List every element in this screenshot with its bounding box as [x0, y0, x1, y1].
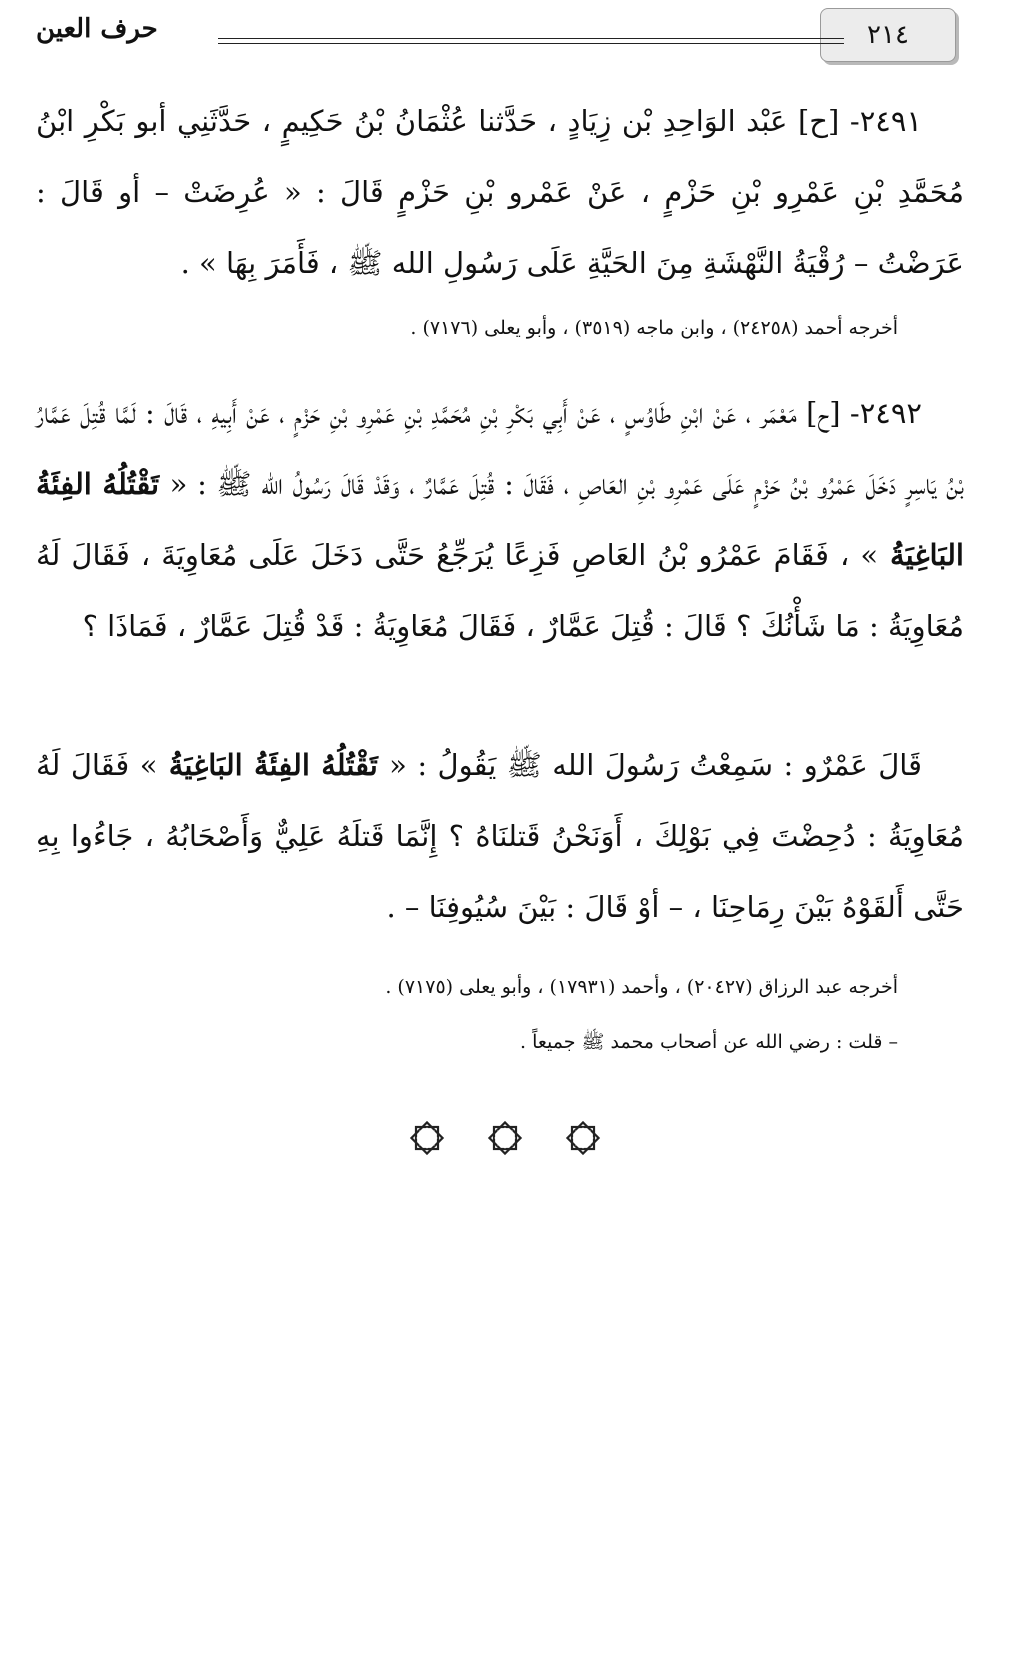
hadith-2491-takhrij: أخرجه أحمد (٢٤٢٥٨) ، وابن ماجه (٣٥١٩) ، وأبو يعلى (٧١٧٦) . [410, 317, 898, 339]
paragraph-2-text-start: قَالَ عَمْرٌو : سَمِعْتُ رَسُولَ الله ﷺ يَقُولُ : « [389, 748, 922, 782]
octagram-ornament-icon [485, 1118, 525, 1166]
header-divider [218, 38, 844, 44]
chapter-title: حرف العين [36, 14, 158, 44]
octagram-ornament-icon [563, 1118, 603, 1166]
paragraph-2-quote: تَقْتُلُهُ الفِئَةُ البَاغِيَةُ [157, 748, 390, 782]
author-comment: – قلت : رضي الله عن أصحاب محمد ﷺ جميعاً . [520, 1031, 898, 1053]
octagram-ornament-icon [407, 1118, 447, 1166]
hadith-2492-paragraph-2 [36, 730, 964, 943]
hadith-2491 [36, 86, 964, 299]
hadith-2491-text: ٢٤٩١- [ح] عَبْد الوَاحِدِ بْن زِيَادٍ ، حَدَّثنا عُثْمَانُ بْنُ حَكِيمٍ ، حَدَّثَنِي أبو بَكْرِ ابْنُ مُحَمَّدِ بْنِ عَمْرِو بْنِ حَزْمٍ ، عَنْ عَمْرو بْنِ حَزْمٍ قَالَ : « عُرِضَتْ – أو قَالَ : عَرَضْتُ – رُقْيَةُ النَّهْشَةِ مِنَ الحَيَّةِ عَلَى رَسُولِ الله ﷺ ، فَأَمَرَ بِهَا » . [36, 104, 964, 280]
hadith-2492-text-start: ٢٤٩٢- [ح] مَعْمَر ، عَنْ ابْنِ طَاوُسٍ ، عَنْ أَبِي بَكْرِ بْنِ مُحَمَّدِ بْنِ عَمْرِو بْنِ حَزْمٍ ، عَنْ أَبِيهِ ، قَالَ : لَمَّا قُتِلَ عَمَّارُ بْنُ يَاسِرٍ دَخَلَ عَمْرُو بْنُ حَزْمٍ عَلَى عَمْرِو بْنِ العَاصِ ، فَقَالَ : قُتِلَ عَمَّارٌ ، وَقَدْ قَالَ رَسُولُ الله ﷺ : « [36, 396, 964, 501]
hadith-2492-quote: تَقْتُلُهُ الفِئَةُ البَاغِيَةُ [36, 467, 964, 572]
hadith-2492-text-end: » ، فَقَامَ عَمْرُو بْنُ العَاصِ فَزِعًا يُرَجِّعُ حَتَّى دَخَلَ عَلَى مُعَاوِيَةَ ، فَقَالَ لَهُ مُعَاوِيَةُ : مَا شَأْنُكَ ؟ قَالَ : قُتِلَ عَمَّارٌ ، فَقَالَ مُعَاوِيَةُ : قَدْ قُتِلَ عَمَّارٌ ، فَمَاذَا ؟ [36, 538, 964, 643]
paragraph-2-text-end: » فَقَالَ لَهُ مُعَاوِيَةُ : دُحِضْتَ فِي بَوْلِكَ ، أَوَنَحْنُ قَتلنَاهُ ؟ إِنَّمَا قَتلَهُ عَلِيٌّ وَأَصْحَابُهُ ، جَاءُوا بِهِ حَتَّى أَلقَوْهُ بَيْنَ رِمَاحِنَا ، – أوْ قَالَ : بَيْنَ سُيُوفِنَا – . [36, 748, 964, 924]
hadith-2492 [36, 378, 964, 662]
hadith-2492-continuation [36, 730, 964, 943]
section-end-ornaments [0, 1118, 1010, 1166]
page-number: ٢١٤ [867, 20, 909, 50]
page-header [36, 8, 956, 64]
hadith-2492-paragraph-1 [36, 378, 964, 662]
page-number-box [820, 8, 956, 62]
hadith-2492-takhrij: أخرجه عبد الرزاق (٢٠٤٢٧) ، وأحمد (١٧٩٣١) ، وأبو يعلى (٧١٧٥) . [385, 976, 898, 998]
